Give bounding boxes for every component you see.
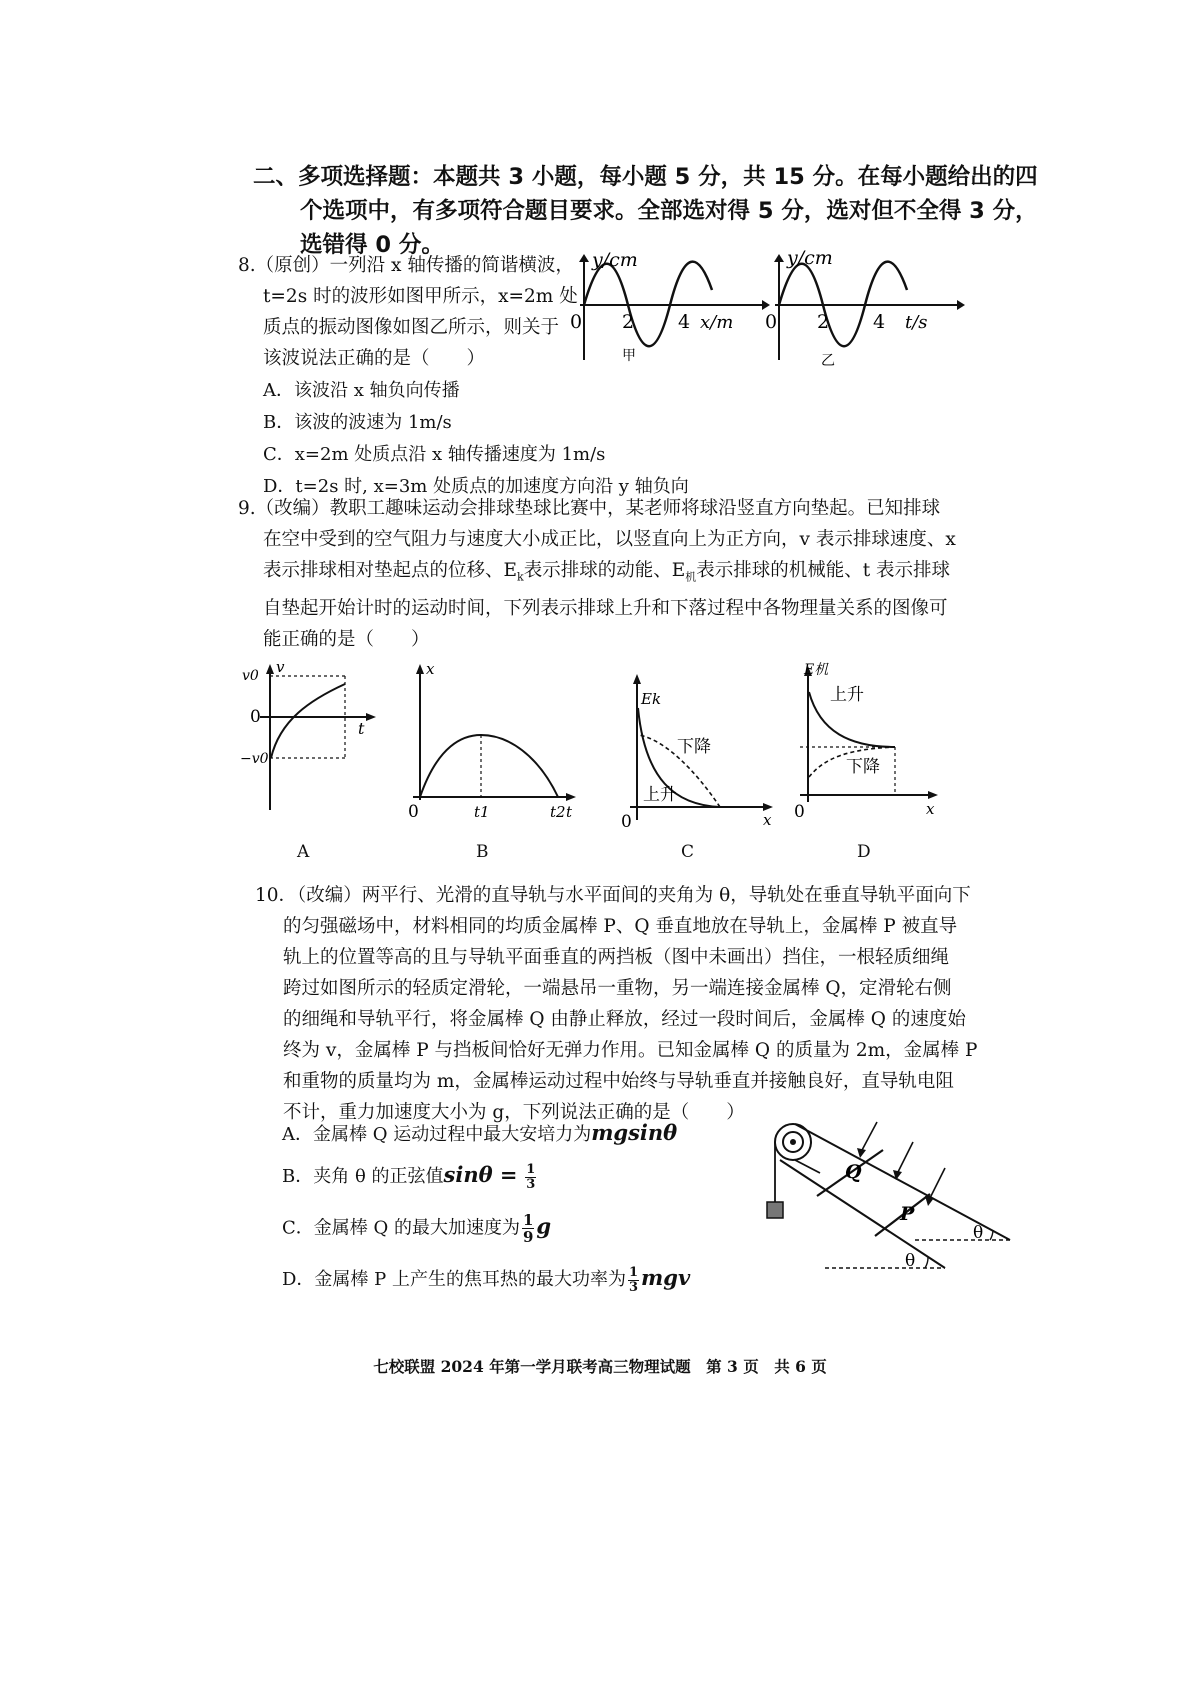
q10-option-c-text: C．金属棒 Q 的最大加速度为 bbox=[282, 1217, 520, 1239]
section-heading-line3: 选错得 0 分。 bbox=[300, 232, 444, 258]
graph-b-xlabel: t bbox=[566, 803, 573, 820]
angle-arc-upper bbox=[990, 1230, 993, 1240]
q9-graph-d-caption: D bbox=[857, 842, 871, 862]
graph-c-origin: 0 bbox=[621, 812, 632, 830]
q9-graph-c-caption: C bbox=[681, 842, 695, 862]
field-arrow-3 bbox=[929, 1168, 945, 1200]
q9-graph-d bbox=[790, 662, 940, 822]
q10-option-c-den: 9 bbox=[522, 1228, 534, 1246]
graph-a-x-arrow bbox=[366, 713, 376, 721]
label-theta-upper: θ bbox=[973, 1223, 984, 1243]
q10-rail-diagram bbox=[765, 1118, 1025, 1278]
label-theta-lower: θ bbox=[905, 1251, 916, 1271]
q10-line8: 不计，重力加速度大小为 g，下列说法正确的是（ ） bbox=[283, 1102, 745, 1123]
q10-option-c-num: 1 bbox=[522, 1211, 534, 1229]
q10-option-b-text: B．夹角 θ 的正弦值 bbox=[282, 1166, 444, 1187]
graph-jia-tick-4: 4 bbox=[678, 311, 691, 333]
graph-b-x-arrow bbox=[566, 793, 576, 801]
q9-line5: 能正确的是（ ） bbox=[263, 628, 430, 650]
field-arrow-2 bbox=[897, 1142, 913, 1174]
graph-a-neg-v0: −v0 bbox=[240, 751, 269, 767]
field-arrow-1 bbox=[861, 1122, 877, 1152]
q9-sub-ji: 机 bbox=[685, 570, 697, 584]
q8-line4: 该波说法正确的是（ ） bbox=[263, 348, 486, 369]
graph-b-t2: t2 bbox=[550, 803, 566, 820]
q8-option-c: C．x=2m 处质点沿 x 轴传播速度为 1m/s bbox=[263, 444, 606, 465]
q8-option-d: D．t=2s 时, x=3m 处质点的加速度方向沿 y 轴负向 bbox=[263, 476, 689, 497]
graph-a-y-arrow bbox=[266, 664, 274, 674]
q9-stem bbox=[238, 493, 956, 655]
graph-jia-y-arrow bbox=[579, 254, 589, 262]
graph-jia-wave bbox=[584, 262, 712, 347]
graph-c-xlabel: x bbox=[763, 811, 772, 829]
q10-option-b-num: 1 bbox=[526, 1161, 536, 1177]
q9-line3-part3: 表示排球的机械能、t 表示排球 bbox=[696, 560, 951, 581]
q9-graph-a-caption: A bbox=[297, 842, 310, 862]
graph-d-up-label: 上升 bbox=[830, 685, 864, 705]
q8-line1: 8.（原创）一列沿 x 轴传播的简谐横波， bbox=[238, 255, 574, 276]
graph-d-down-label: 下降 bbox=[846, 757, 880, 777]
q9-graph-b bbox=[408, 660, 578, 820]
q10-line7: 和重物的质量均为 m，金属棒运动过程中始终与导轨垂直并接触良好，直导轨电阻 bbox=[283, 1071, 954, 1092]
graph-a-ylabel: v bbox=[276, 660, 285, 676]
graph-jia-ylabel: y/cm bbox=[592, 250, 638, 271]
graph-yi-tick-2: 2 bbox=[817, 311, 830, 333]
q10-line5: 的细绳和导轨平行，将金属棒 Q 由静止释放，经过一段时间后，金属棒 Q 的速度始 bbox=[283, 1009, 966, 1030]
graph-yi-x-arrow bbox=[957, 300, 965, 310]
q8-line3: 质点的振动图像如图乙所示，则关于 bbox=[263, 317, 560, 338]
q9-line4: 自垫起开始计时的运动时间，下列表示排球上升和下落过程中各物理量关系的图像可 bbox=[263, 597, 948, 619]
graph-jia-caption: 甲 bbox=[622, 348, 636, 364]
q10-option-c-fraction bbox=[522, 1212, 534, 1245]
section-heading bbox=[253, 160, 1043, 262]
field-arrow-1-head bbox=[857, 1148, 866, 1158]
graph-d-x-arrow bbox=[928, 791, 938, 799]
q10-stem bbox=[255, 880, 978, 1128]
pulley-axle bbox=[790, 1139, 796, 1145]
q10-option-d-math: mgv bbox=[641, 1265, 691, 1290]
q9-graph-b-caption: B bbox=[476, 842, 489, 862]
q9-line3-part2: 表示排球的动能、E bbox=[523, 560, 686, 581]
graph-a-origin: 0 bbox=[250, 707, 261, 727]
q10-option-b-fraction bbox=[525, 1163, 536, 1192]
graph-yi-caption: 乙 bbox=[821, 353, 835, 369]
rope-incline bbox=[795, 1160, 820, 1173]
graph-a-xlabel: t bbox=[358, 719, 365, 738]
q10-option-a bbox=[282, 1120, 677, 1146]
graph-yi-y-arrow bbox=[774, 254, 784, 262]
q8-option-a: A．该波沿 x 轴负向传播 bbox=[263, 380, 460, 401]
q10-line4: 跨过如图所示的轻质定滑轮，一端悬吊一重物，另一端连接金属棒 Q，定滑轮右侧 bbox=[283, 978, 952, 999]
graph-c-ylabel: Ek bbox=[641, 690, 662, 708]
graph-jia-tick-2: 2 bbox=[622, 311, 635, 333]
section-heading-line2: 个选项中，有多项符合题目要求。全部选对得 5 分，选对但不全得 3 分， bbox=[300, 198, 1038, 224]
q8-option-b: B．该波的波速为 1m/s bbox=[263, 412, 452, 433]
graph-yi-xlabel: t/s bbox=[905, 312, 928, 333]
graph-c-up-label: 上升 bbox=[643, 785, 677, 805]
q10-option-b-math: sinθ = bbox=[443, 1162, 518, 1187]
section-heading-line1: 二、多项选择题：本题共 3 小题，每小题 5 分，共 15 分。在每小题给出的四 bbox=[253, 164, 1038, 190]
graph-jia-origin: 0 bbox=[570, 311, 583, 333]
page-footer: 七校联盟 2024 年第一学月联考高三物理试题 第 3 页 共 6 页 bbox=[373, 1357, 827, 1376]
graph-yi-origin: 0 bbox=[765, 311, 778, 333]
q10-line1: 10．（改编）两平行、光滑的直导轨与水平面间的夹角为 θ，导轨处在垂直导轨平面向下 bbox=[255, 885, 971, 906]
graph-d-origin: 0 bbox=[794, 802, 805, 822]
q9-graph-c bbox=[615, 670, 775, 830]
q10-option-c bbox=[282, 1212, 551, 1245]
q10-option-b-den: 3 bbox=[526, 1176, 536, 1192]
rail-lower bbox=[780, 1160, 945, 1268]
graph-a-v0: v0 bbox=[242, 668, 259, 684]
q10-option-d-den: 3 bbox=[629, 1279, 639, 1295]
q9-line1: 9.（改编）教职工趣味运动会排球垫球比赛中，某老师将球沿竖直方向垫起。已知排球 bbox=[238, 498, 941, 519]
angle-arc-lower bbox=[925, 1257, 928, 1268]
q9-line2: 在空中受到的空气阻力与速度大小成正比，以竖直向上为正方向，v 表示排球速度、x bbox=[263, 529, 956, 550]
q8-graph-jia bbox=[570, 250, 770, 390]
q9-graph-a bbox=[240, 660, 380, 820]
graph-b-t1: t1 bbox=[474, 803, 490, 820]
q10-option-d-fraction bbox=[628, 1266, 639, 1295]
q10-option-d-num: 1 bbox=[629, 1264, 639, 1280]
graph-b-ylabel: x bbox=[426, 660, 435, 678]
graph-yi-wave bbox=[779, 262, 907, 347]
q10-option-d bbox=[282, 1265, 690, 1295]
q9-sub-k: k bbox=[517, 570, 524, 584]
q10-option-a-text: A．金属棒 Q 运动过程中最大安培力为 bbox=[282, 1124, 592, 1145]
q9-line3 bbox=[238, 555, 956, 593]
graph-b-origin: 0 bbox=[408, 802, 419, 820]
label-q: Q bbox=[845, 1161, 862, 1183]
graph-yi-tick-4: 4 bbox=[873, 311, 886, 333]
graph-c-y-arrow bbox=[633, 674, 641, 684]
q8-line2: t=2s 时的波形如图甲所示，x=2m 处 bbox=[263, 286, 578, 307]
graph-a-curve bbox=[271, 684, 345, 758]
q10-option-b bbox=[282, 1162, 538, 1192]
q10-option-c-math: g bbox=[536, 1213, 552, 1239]
q8-stem bbox=[238, 250, 578, 374]
graph-jia-xlabel: x/m bbox=[700, 312, 734, 333]
q10-option-d-text: D．金属棒 P 上产生的焦耳热的最大功率为 bbox=[282, 1269, 626, 1290]
graph-yi-ylabel: y/cm bbox=[787, 250, 833, 269]
hanging-weight bbox=[767, 1202, 783, 1218]
graph-d-ylabel: E机 bbox=[804, 662, 829, 678]
graph-b-curve bbox=[420, 735, 558, 797]
label-p: P bbox=[900, 1203, 915, 1225]
q10-line2: 的匀强磁场中，材料相同的均质金属棒 P、Q 垂直地放在导轨上，金属棒 P 被直导 bbox=[283, 916, 958, 937]
q9-line3-part1: 表示排球相对垫起点的位移、E bbox=[263, 560, 518, 581]
graph-c-x-arrow bbox=[763, 803, 773, 811]
q10-option-a-math: mgsinθ bbox=[591, 1120, 678, 1145]
q10-line3: 轨上的位置等高的且与导轨平面垂直的两挡板（图中未画出）挡住，一根轻质细绳 bbox=[283, 947, 950, 968]
graph-d-xlabel: x bbox=[926, 800, 935, 818]
graph-c-down-label: 下降 bbox=[677, 737, 711, 757]
q8-graph-yi bbox=[765, 250, 965, 390]
q10-line6: 终为 v，金属棒 P 与挡板间恰好无弹力作用。已知金属棒 Q 的质量为 2m，金属棒 P bbox=[283, 1040, 978, 1061]
graph-b-y-arrow bbox=[416, 664, 424, 674]
